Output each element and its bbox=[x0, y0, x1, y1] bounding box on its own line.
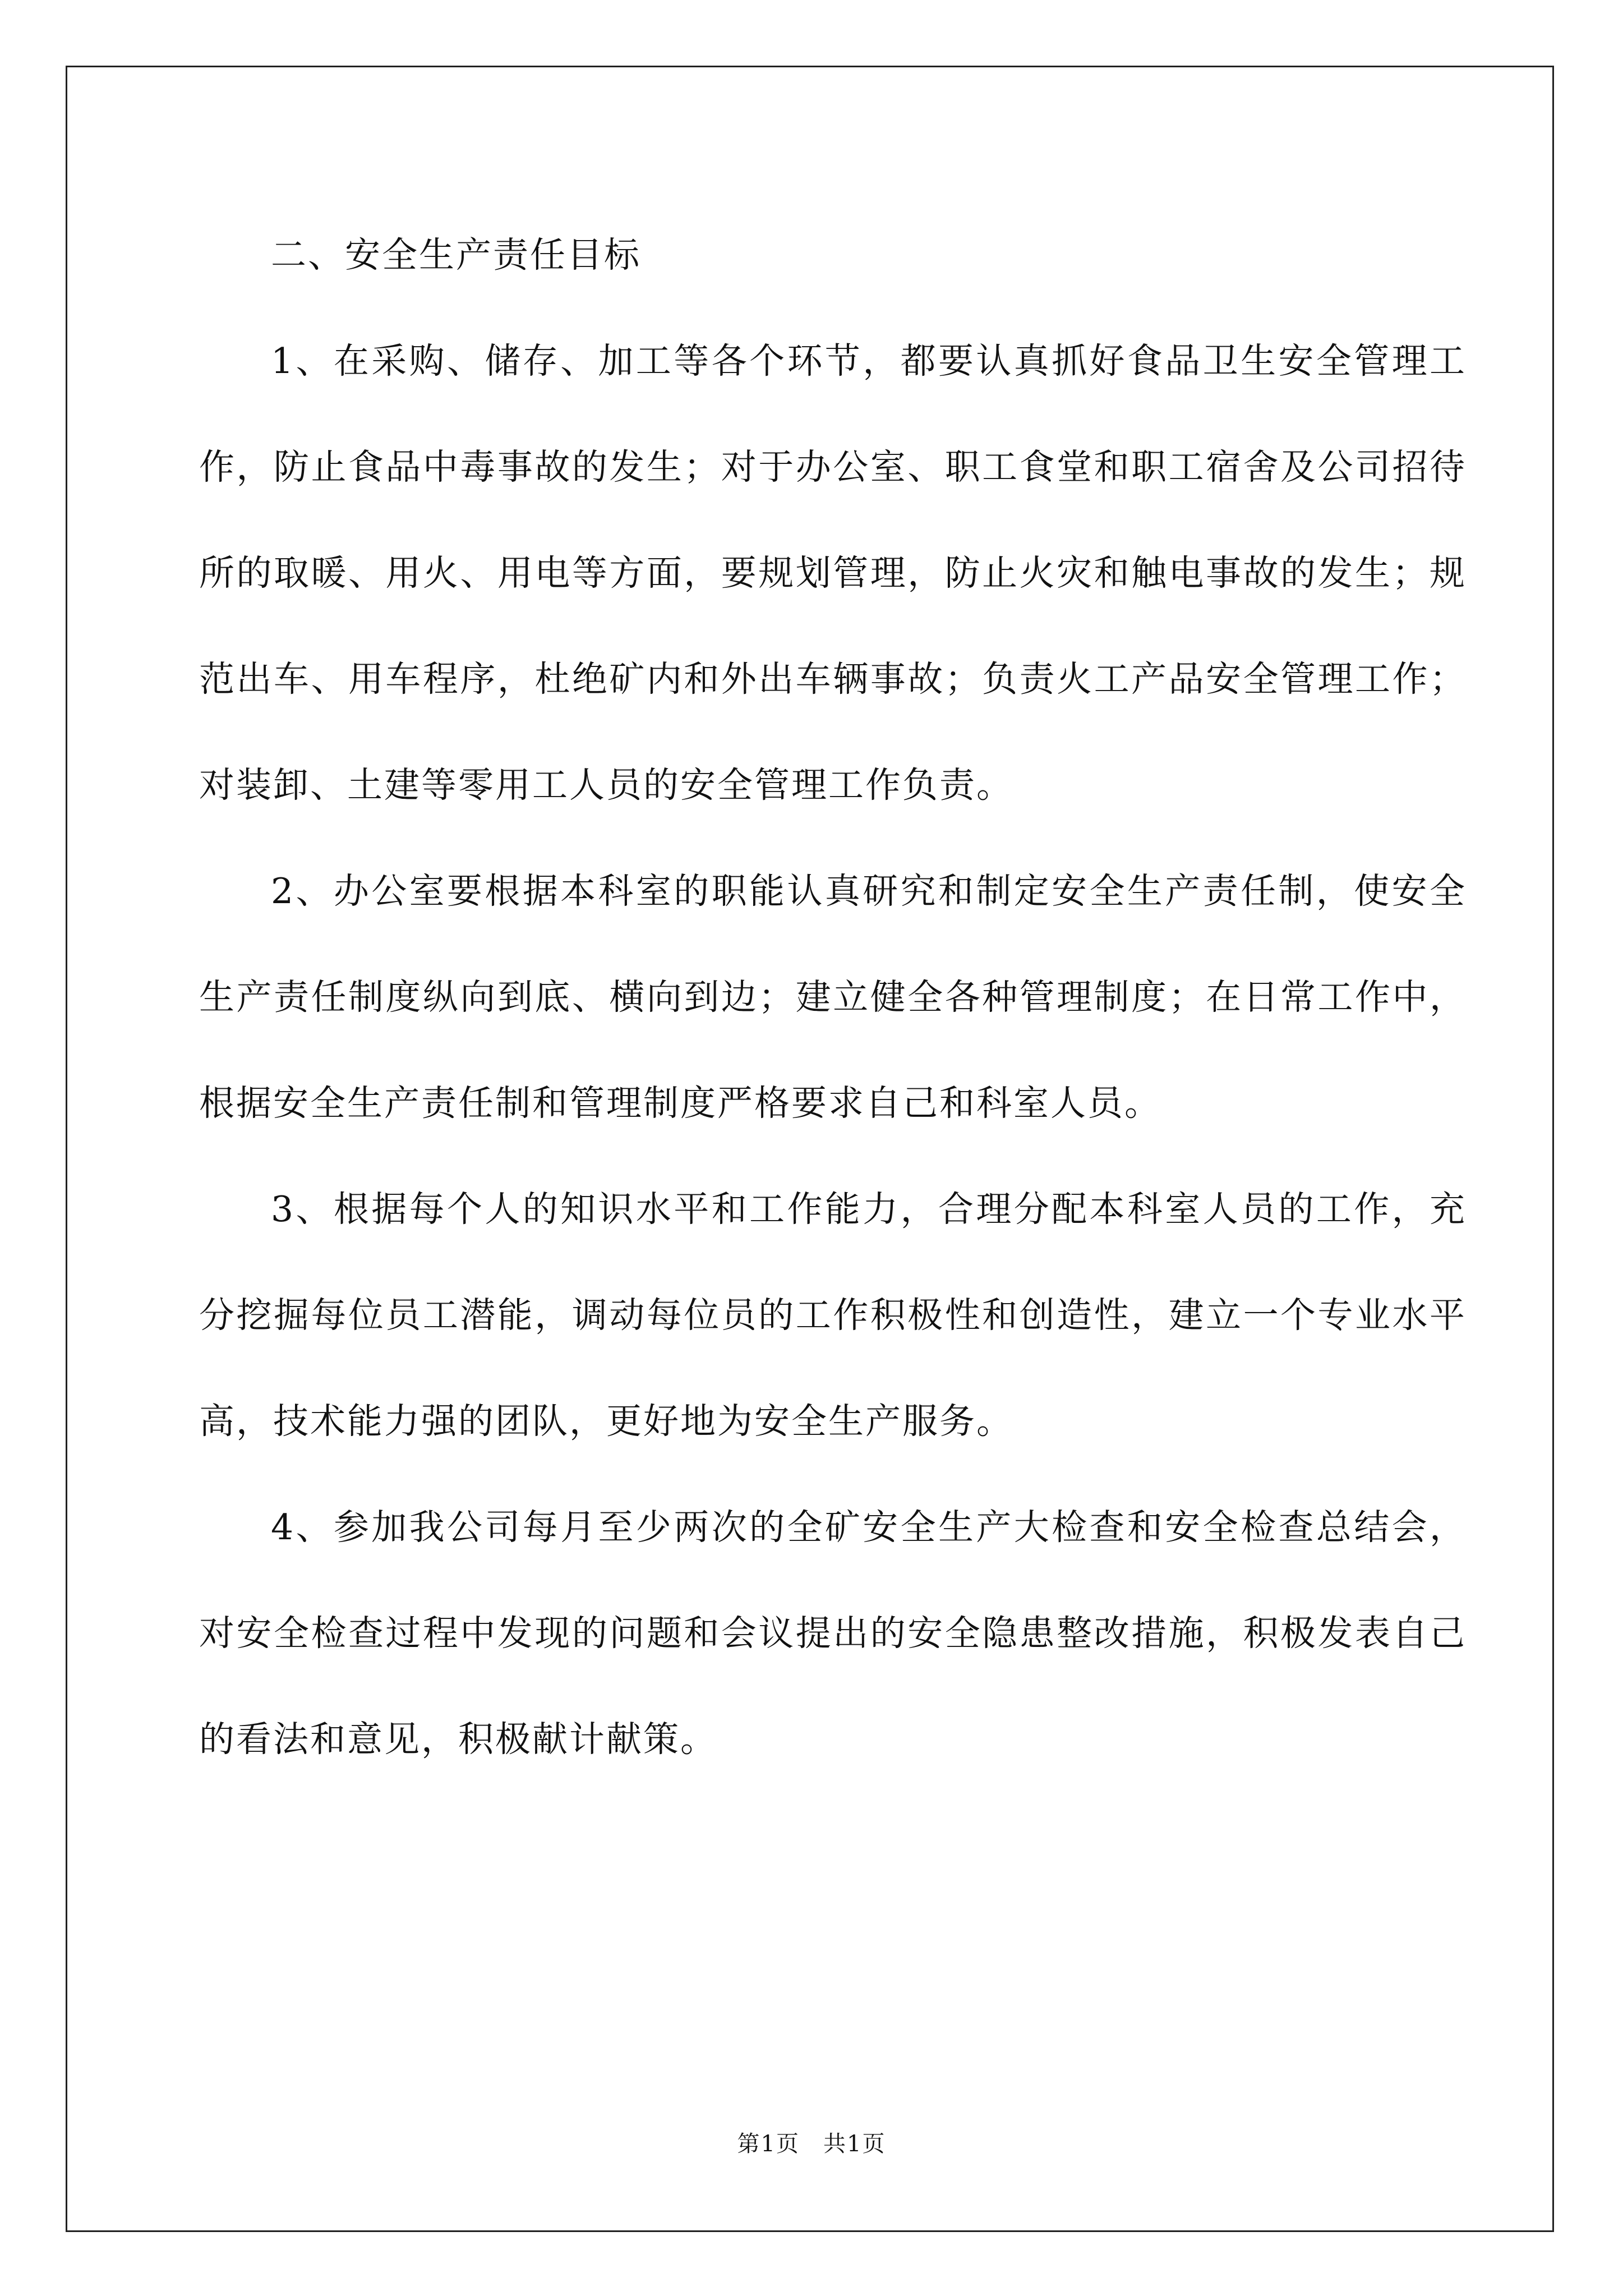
paragraph-3: 3、根据每个人的知识水平和工作能力，合理分配本科室人员的工作，充分挖掘每位员工潜能，调动每位员的工作积极性和创造性，建立一个专业水平高，技术能力强的团队，更好地为安全生产服务。 bbox=[199, 1189, 1467, 1442]
page-number-footer: 第1页 共1页 bbox=[737, 2131, 886, 2157]
paragraph-1: 1、在采购、储存、加工等各个环节，都要认真抓好食品卫生安全管理工作，防止食品中毒事故的发生；对于办公室、职工食堂和职工宿舍及公司招待所的取暖、用火、用电等方面，要规划管理，防止火灾和触电事故的发生；规范出车、用车程序，杜绝矿内和外出车辆事故；负责火工产品安全管理工作；对装卸、土建等零用工人员的安全管理工作负责。 bbox=[199, 341, 1467, 806]
paragraph-2: 2、办公室要根据本科室的职能认真研究和制定安全生产责任制，使安全生产责任制度纵向到底、横向到边；建立健全各种管理制度；在日常工作中，根据安全生产责任制和管理制度严格要求自己和科室人员。 bbox=[199, 871, 1467, 1124]
paragraph-4: 4、参加我公司每月至少两次的全矿安全生产大检查和安全检查总结会，对安全检查过程中发现的问题和会议提出的安全隐患整改措施，积极发表自己的看法和意见，积极献计献策。 bbox=[199, 1507, 1467, 1760]
section-heading: 二、安全生产责任目标 bbox=[271, 234, 641, 275]
document-body bbox=[199, 202, 1467, 1792]
